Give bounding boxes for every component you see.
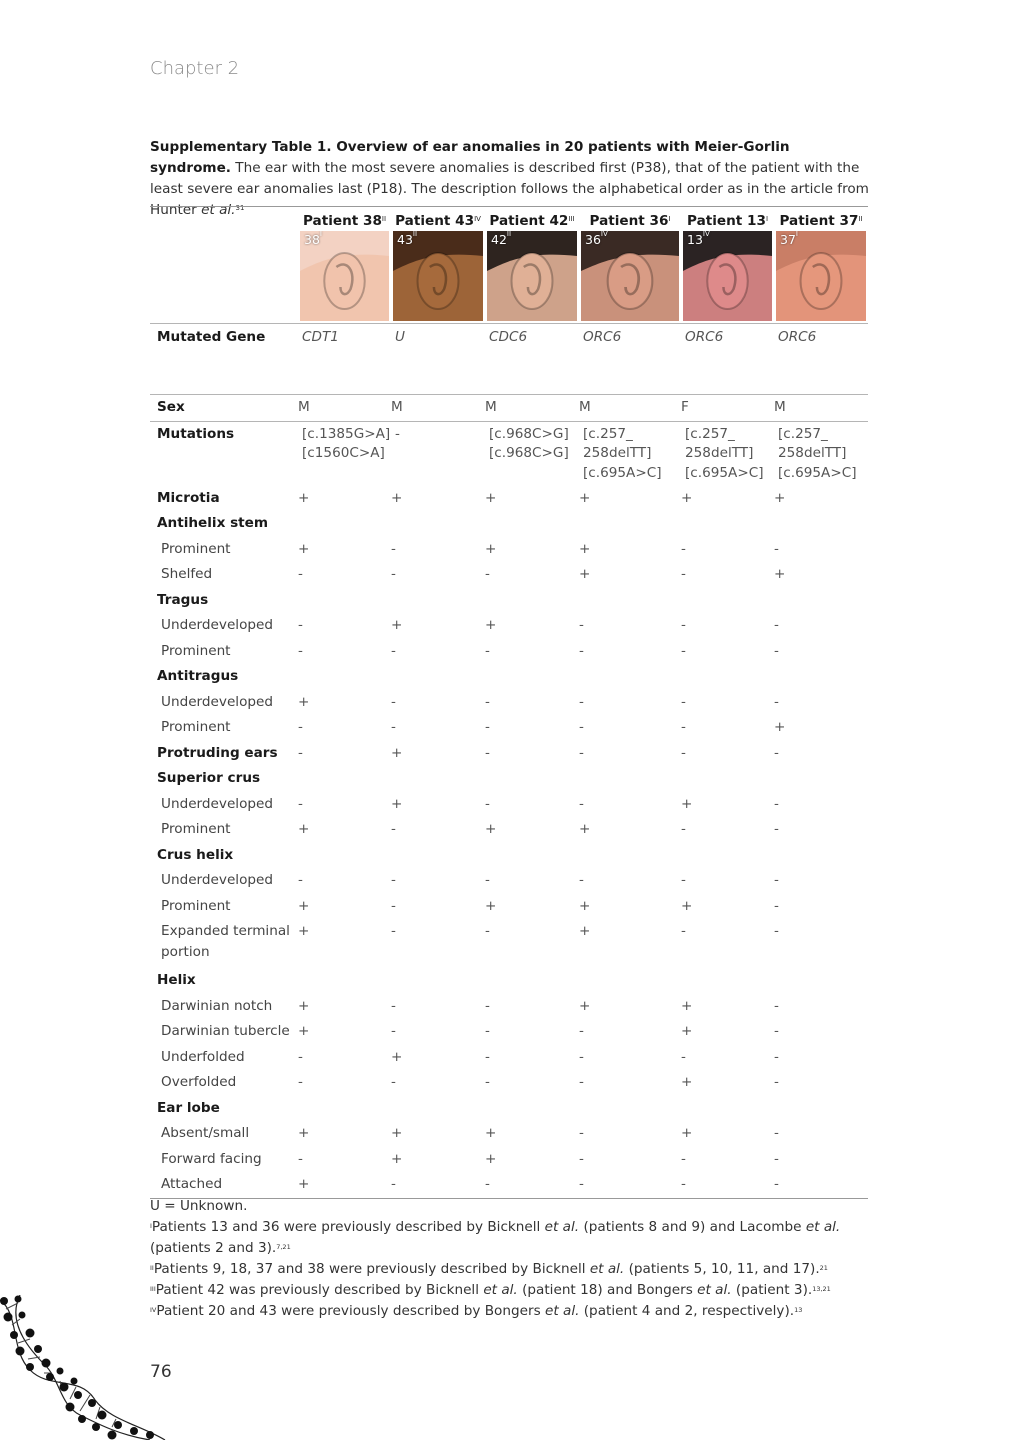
feature-cell: - xyxy=(774,617,779,633)
feature-cell: - xyxy=(485,1172,579,1198)
table-row-mutations xyxy=(150,421,868,486)
feature-cell: - xyxy=(391,693,396,710)
feature-cell xyxy=(774,843,868,869)
mutation-cell xyxy=(485,421,579,486)
row-label: Protruding ears xyxy=(157,744,278,761)
feature-cell: + xyxy=(298,489,310,506)
feature-cell: - xyxy=(774,1125,779,1141)
row-label: Superior crus xyxy=(157,770,261,786)
feature-cell: + xyxy=(391,617,403,633)
feature-cell: - xyxy=(681,617,686,633)
table-row xyxy=(150,639,868,665)
feature-cell: - xyxy=(485,1074,490,1090)
patient-label: Patient $38^{II}$ xyxy=(302,213,387,229)
feature-cell: - xyxy=(391,540,396,557)
footnote-unknown: U = Unknown. xyxy=(150,1198,248,1214)
feature-cell: - xyxy=(681,642,686,659)
mutation-line: [c.257_ xyxy=(778,425,828,442)
feature-cell: + xyxy=(298,1172,391,1198)
ear-photo-number: $13^{IV}$ xyxy=(687,231,710,247)
mutation-cell xyxy=(681,421,774,486)
feature-cell: - xyxy=(298,617,303,633)
table-row-mutated-gene xyxy=(150,324,868,395)
mutation-line: [c.257_ xyxy=(583,425,633,442)
feature-cell: - xyxy=(774,642,779,659)
feature-cell xyxy=(298,588,391,614)
feature-cell: - xyxy=(774,1172,868,1198)
caption-etal: et al. xyxy=(201,202,236,218)
feature-cell: - xyxy=(391,897,396,914)
feature-cell: - xyxy=(681,540,686,557)
table-row xyxy=(150,1096,868,1122)
table-row xyxy=(150,1172,868,1198)
feature-cell: + xyxy=(485,617,497,633)
feature-cell: + xyxy=(681,1125,693,1141)
mutation-line: [c.1385G>A] xyxy=(302,425,391,442)
feature-cell: - xyxy=(485,566,490,582)
row-label: Expanded terminal portion xyxy=(161,923,290,960)
feature-cell: - xyxy=(579,693,584,710)
table-row xyxy=(150,968,868,994)
page-number: 76 xyxy=(150,1362,172,1382)
feature-cell xyxy=(298,1096,391,1122)
mutation-line: [c.695A>C] xyxy=(583,464,662,481)
row-label: Overfolded xyxy=(161,1074,237,1090)
patient-header-cell xyxy=(579,207,681,324)
mutation-line: - xyxy=(395,425,400,442)
feature-cell: + xyxy=(485,489,497,506)
table-row xyxy=(150,994,868,1020)
feature-cell: - xyxy=(774,540,779,557)
row-label: Darwinian notch xyxy=(161,997,273,1014)
feature-cell: - xyxy=(774,1150,779,1167)
feature-cell: - xyxy=(681,872,686,888)
feature-cell: - xyxy=(681,821,686,837)
feature-cell: + xyxy=(391,489,403,506)
table-row xyxy=(150,562,868,588)
feature-cell xyxy=(298,843,391,869)
mutation-cell xyxy=(298,421,391,486)
mutation-cell xyxy=(579,421,681,486)
feature-cell xyxy=(485,968,579,994)
feature-cell xyxy=(485,664,579,690)
feature-cell xyxy=(391,511,485,537)
row-label: Attached xyxy=(150,1172,298,1198)
footnote-4: $^{IV}$Patient 20 and 43 were previously described by Bongers et al. (patient 4 and 2, respectively).$^{13}$ xyxy=(150,1303,803,1319)
feature-cell: + xyxy=(774,489,786,506)
feature-cell: - xyxy=(485,719,490,735)
row-label: Shelfed xyxy=(161,566,213,582)
ear-photo-number: $43^{II}$ xyxy=(397,231,418,247)
row-label: Prominent xyxy=(161,897,231,914)
caption-ref: 31 xyxy=(235,204,245,212)
feature-cell xyxy=(681,511,774,537)
feature-cell: - xyxy=(579,1023,584,1039)
feature-cell: - xyxy=(774,1048,779,1065)
feature-cell: - xyxy=(774,1074,779,1090)
table-row xyxy=(150,817,868,843)
feature-cell: - xyxy=(681,566,686,582)
feature-cell: - xyxy=(681,923,686,939)
feature-cell xyxy=(298,664,391,690)
table-row xyxy=(150,1070,868,1096)
feature-cell: + xyxy=(298,540,310,557)
row-label: Prominent xyxy=(161,719,231,735)
patient-header-row xyxy=(150,207,868,324)
row-label: Antihelix stem xyxy=(157,515,269,531)
feature-cell: - xyxy=(681,1048,686,1065)
feature-cell: + xyxy=(579,821,591,837)
feature-cell xyxy=(579,968,681,994)
feature-cell: + xyxy=(681,997,693,1014)
table-row xyxy=(150,894,868,920)
feature-cell: - xyxy=(774,897,779,914)
feature-cell xyxy=(774,664,868,690)
feature-cell: + xyxy=(298,821,310,837)
table-row xyxy=(150,690,868,716)
sex-cell: M xyxy=(579,395,681,422)
feature-cell: + xyxy=(579,897,591,914)
feature-cell: - xyxy=(579,719,584,735)
row-label: Underdeveloped xyxy=(161,872,274,888)
footnote-3: $^{III}$Patient 42 was previously described by Bicknell et al. (patient 18) and Bongers et al. (patient 3).$^{13,21}$ xyxy=(150,1282,831,1298)
feature-cell xyxy=(579,664,681,690)
row-label: Crus helix xyxy=(157,846,234,863)
feature-cell: - xyxy=(298,566,303,582)
feature-cell: + xyxy=(681,1023,693,1039)
feature-cell xyxy=(485,766,579,792)
feature-cell xyxy=(391,588,485,614)
patient-label: Patient $13^I$ xyxy=(686,213,769,229)
feature-cell: - xyxy=(298,719,303,735)
feature-cell xyxy=(298,766,391,792)
sex-cell: M xyxy=(485,395,579,422)
feature-cell: - xyxy=(681,719,686,735)
feature-cell: - xyxy=(681,744,686,761)
feature-cell xyxy=(579,1096,681,1122)
patient-label: Patient $43^{IV}$ xyxy=(395,213,481,229)
table-row xyxy=(150,537,868,563)
feature-cell: - xyxy=(391,872,396,888)
mutation-line: [c.695A>C] xyxy=(685,464,764,481)
feature-cell xyxy=(391,843,485,869)
feature-cell: - xyxy=(298,1048,303,1065)
feature-cell: - xyxy=(391,1023,396,1039)
sex-cell: M xyxy=(298,395,391,422)
feature-cell: - xyxy=(485,693,490,710)
caption-title: Supplementary Table 1. Overview of ear anomalies in 20 patients with Meier-Gorlin syndrome. xyxy=(150,139,790,176)
feature-cell xyxy=(391,1096,485,1122)
row-label: Underdeveloped xyxy=(161,693,274,710)
feature-cell xyxy=(681,766,774,792)
feature-cell: - xyxy=(774,872,779,888)
feature-cell: - xyxy=(391,1172,485,1198)
feature-cell xyxy=(485,588,579,614)
feature-cell: - xyxy=(485,872,490,888)
row-label: Underdeveloped xyxy=(161,795,274,812)
table-row xyxy=(150,766,868,792)
feature-cell: - xyxy=(298,744,303,761)
patient-header-cell xyxy=(681,207,774,324)
ear-photo xyxy=(683,231,772,321)
feature-cell: + xyxy=(681,1074,693,1090)
feature-cell: - xyxy=(298,872,303,888)
gene-cell: ORC6 xyxy=(774,324,868,395)
feature-cell: - xyxy=(579,1074,584,1090)
feature-cell xyxy=(579,588,681,614)
table-row xyxy=(150,868,868,894)
ear-photo xyxy=(393,231,483,321)
mutation-line: [c.968C>G] xyxy=(489,425,569,442)
feature-cell: - xyxy=(485,795,490,812)
table-row xyxy=(150,843,868,869)
feature-cell: + xyxy=(681,795,693,812)
feature-cell: + xyxy=(298,1023,310,1039)
ear-photo-number: $42^{II}$ xyxy=(491,231,512,247)
feature-cell: - xyxy=(681,1150,686,1167)
feature-cell: + xyxy=(485,1150,497,1167)
feature-cell: - xyxy=(579,1125,584,1141)
dna-helix-decoration xyxy=(0,1295,170,1440)
row-label: Prominent xyxy=(161,642,231,659)
feature-cell xyxy=(681,843,774,869)
mutation-line: [c.695A>C] xyxy=(778,464,857,481)
feature-cell: + xyxy=(391,744,403,761)
feature-cell: - xyxy=(485,642,490,659)
feature-cell xyxy=(485,511,579,537)
patient-label: Patient $36^I$ xyxy=(589,213,671,229)
feature-cell: + xyxy=(298,693,310,710)
table-row xyxy=(150,588,868,614)
feature-cell xyxy=(579,843,681,869)
mutation-line: [c.257_ xyxy=(685,425,735,442)
feature-cell xyxy=(391,766,485,792)
patient-label: Patient $37^{II}$ xyxy=(779,213,863,229)
feature-cell xyxy=(681,968,774,994)
row-label: Helix xyxy=(157,972,196,988)
footnotes xyxy=(150,1196,874,1322)
ear-photo xyxy=(581,231,679,321)
table-row-sex xyxy=(150,395,868,422)
feature-cell: + xyxy=(579,923,591,939)
feature-cell: - xyxy=(298,642,303,659)
row-label: Underdeveloped xyxy=(161,617,274,633)
ear-photo-number: $36^{IV}$ xyxy=(585,231,608,247)
ear-anomalies-table xyxy=(150,206,868,1199)
feature-cell: - xyxy=(485,1048,490,1065)
row-label: Absent/small xyxy=(161,1125,250,1141)
gene-cell: ORC6 xyxy=(579,324,681,395)
feature-cell xyxy=(774,1096,868,1122)
mutation-cell xyxy=(774,421,868,486)
feature-cell: - xyxy=(391,642,396,659)
row-label: Underfolded xyxy=(161,1048,245,1065)
feature-cell xyxy=(391,968,485,994)
feature-cell: + xyxy=(579,540,591,557)
ear-photo xyxy=(300,231,389,321)
patient-header-cell xyxy=(485,207,579,324)
feature-cell xyxy=(391,664,485,690)
mutation-line: [c.968C>G] xyxy=(489,445,569,461)
feature-cell xyxy=(579,511,681,537)
feature-cell: + xyxy=(681,489,693,506)
feature-cell xyxy=(774,766,868,792)
feature-cell: - xyxy=(579,642,584,659)
feature-cell: - xyxy=(681,1172,774,1198)
feature-cell: - xyxy=(774,1023,779,1039)
feature-cell: - xyxy=(579,1048,584,1065)
feature-cell: - xyxy=(774,923,779,939)
feature-cell xyxy=(681,588,774,614)
ear-photo xyxy=(487,231,577,321)
feature-cell xyxy=(298,968,391,994)
feature-cell xyxy=(774,968,868,994)
feature-cell: + xyxy=(391,1125,403,1141)
feature-cell: + xyxy=(579,489,591,506)
feature-cell: - xyxy=(485,744,490,761)
sex-cell: F xyxy=(681,395,774,422)
feature-cell: - xyxy=(579,1172,681,1198)
footnote-2: $^{II}$Patients 9, 18, 37 and 38 were previously described by Bicknell et al. (patients 5, 10, 11, and 17).$^{21}$ xyxy=(150,1261,828,1277)
feature-cell: - xyxy=(774,693,779,710)
table-row xyxy=(150,1045,868,1071)
row-label: Tragus xyxy=(157,591,209,608)
gene-cell: U xyxy=(391,324,485,395)
feature-cell: - xyxy=(391,1074,396,1090)
feature-cell: - xyxy=(579,617,584,633)
feature-cell: - xyxy=(391,923,396,939)
table-row xyxy=(150,664,868,690)
row-label: Forward facing xyxy=(161,1150,262,1167)
table-row xyxy=(150,1147,868,1173)
feature-cell: - xyxy=(298,1074,303,1090)
patient-header-cell xyxy=(774,207,868,324)
feature-cell: + xyxy=(485,897,497,914)
feature-cell: - xyxy=(298,795,303,812)
feature-cell: - xyxy=(391,821,396,837)
feature-cell xyxy=(298,511,391,537)
feature-cell: - xyxy=(579,795,584,812)
feature-cell: + xyxy=(298,1125,310,1141)
mutation-line: 258delTT] xyxy=(778,445,847,461)
feature-cell: - xyxy=(774,821,779,837)
table-row xyxy=(150,486,868,512)
feature-cell xyxy=(485,1096,579,1122)
feature-cell: + xyxy=(298,923,310,939)
row-label: Prominent xyxy=(161,821,231,837)
caption-text: The ear with the most severe anomalies is described first (P38), that of the patient with the least severe ear anomalies last (P18). The description follows the alphabetical order as in the article from Hunter xyxy=(150,160,869,218)
table-row xyxy=(150,1121,868,1147)
header-corner-cell xyxy=(150,207,298,324)
ear-photo-number: $37^I$ xyxy=(780,231,798,247)
row-label: Prominent xyxy=(161,540,231,557)
feature-cell: + xyxy=(681,897,693,914)
feature-cell xyxy=(774,511,868,537)
row-label: Mutations xyxy=(150,421,298,486)
row-label: Mutated Gene xyxy=(150,324,298,395)
feature-cell: + xyxy=(391,795,403,812)
feature-cell: + xyxy=(579,566,591,582)
row-label: Ear lobe xyxy=(157,1099,220,1116)
ear-photo-number: $38^I$ xyxy=(304,231,322,247)
gene-cell: CDT1 xyxy=(298,324,391,395)
table-row xyxy=(150,741,868,767)
patient-header-cell xyxy=(298,207,391,324)
table-row xyxy=(150,511,868,537)
feature-cell xyxy=(485,843,579,869)
feature-cell: - xyxy=(579,1150,584,1167)
feature-cell: - xyxy=(774,997,779,1014)
patient-header-cell xyxy=(391,207,485,324)
feature-cell: - xyxy=(774,795,779,812)
feature-cell: + xyxy=(579,997,591,1014)
feature-cell xyxy=(681,664,774,690)
patient-label: Patient $42^{III}$ xyxy=(489,213,575,229)
sex-cell: M xyxy=(391,395,485,422)
feature-cell: - xyxy=(485,1023,490,1039)
row-label: Darwinian tubercle xyxy=(161,1023,290,1039)
feature-cell: - xyxy=(579,744,584,761)
feature-cell xyxy=(681,1096,774,1122)
feature-cell xyxy=(774,588,868,614)
sex-cell: M xyxy=(774,395,868,422)
feature-cell: - xyxy=(485,923,490,939)
footnote-1: $^I$Patients 13 and 36 were previously described by Bicknell et al. (patients 8 and 9) and Lacombe et al. (patients 2 and 3).$^{7,21}$ xyxy=(150,1219,841,1256)
feature-cell: - xyxy=(391,566,396,582)
table-row xyxy=(150,792,868,818)
chapter-header: Chapter 2 xyxy=(150,58,240,79)
mutation-cell xyxy=(391,421,485,486)
table-row xyxy=(150,613,868,639)
mutation-line: 258delTT] xyxy=(583,445,652,461)
feature-cell: - xyxy=(391,719,396,735)
row-label: Sex xyxy=(150,395,298,422)
row-label: Microtia xyxy=(157,489,220,506)
feature-cell: - xyxy=(485,997,490,1014)
table-row xyxy=(150,919,868,968)
gene-cell: ORC6 xyxy=(681,324,774,395)
feature-cell: + xyxy=(774,719,786,735)
feature-cell: + xyxy=(485,540,497,557)
feature-cell: + xyxy=(391,1048,403,1065)
feature-cell: + xyxy=(485,821,497,837)
feature-cell: + xyxy=(774,566,786,582)
feature-cell: + xyxy=(298,997,310,1014)
feature-cell: - xyxy=(774,744,779,761)
table-row xyxy=(150,715,868,741)
feature-cell: - xyxy=(391,997,396,1014)
gene-cell: CDC6 xyxy=(485,324,579,395)
feature-cell: - xyxy=(298,1150,303,1167)
mutation-line: [c1560C>A] xyxy=(302,445,385,461)
mutation-line: 258delTT] xyxy=(685,445,754,461)
feature-cell: - xyxy=(681,693,686,710)
feature-cell: + xyxy=(391,1150,403,1167)
ear-photo xyxy=(776,231,866,321)
feature-cell: - xyxy=(579,872,584,888)
row-label: Antitragus xyxy=(157,668,239,684)
table-row xyxy=(150,1019,868,1045)
feature-cell: + xyxy=(298,897,310,914)
feature-cell: + xyxy=(485,1125,497,1141)
feature-cell xyxy=(579,766,681,792)
